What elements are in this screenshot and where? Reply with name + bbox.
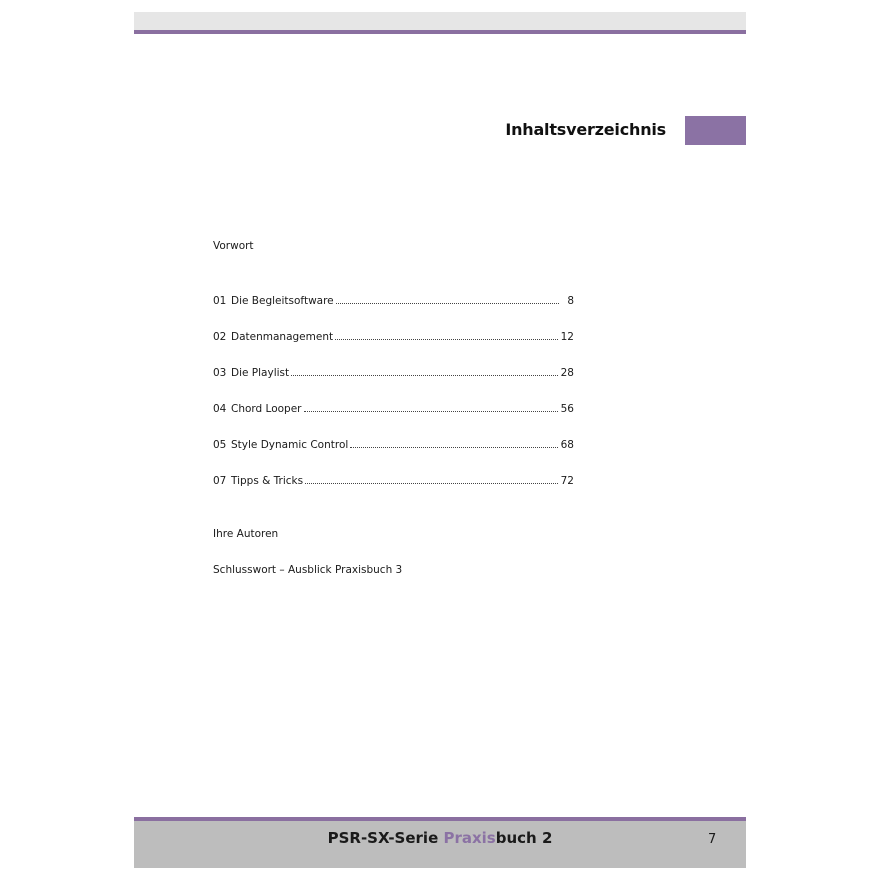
toc-entry: [213, 438, 574, 452]
page-number: 7: [708, 832, 717, 847]
toc-entry-title: Die Playlist: [231, 367, 290, 379]
toc-entry-page: 8: [567, 295, 574, 307]
toc-entry-title: Die Begleitsoftware: [231, 295, 334, 307]
toc-entry: [213, 474, 574, 488]
footer-title-accent: Praxis: [443, 829, 496, 847]
footer-title-suffix: buch 2: [495, 829, 553, 847]
toc-entry-page: 68: [560, 439, 574, 451]
toc-leader-dots: [350, 438, 557, 448]
toc-entry-page: 12: [560, 331, 574, 343]
toc-entry: [213, 294, 574, 308]
toc-entry: [213, 402, 574, 416]
toc-entry: [213, 330, 574, 344]
toc-entry-number: 01: [213, 295, 227, 307]
toc-leader-dots: [336, 294, 559, 304]
footer-book-title: [134, 829, 746, 847]
toc-leader-dots: [335, 330, 558, 340]
toc-entry-title: Tipps & Tricks: [231, 475, 304, 487]
toc-entry-number: 03: [213, 367, 227, 379]
footer-title-prefix: PSR-SX-Serie: [327, 829, 444, 847]
toc-authors: Ihre Autoren: [213, 528, 279, 540]
toc-entry-number: 07: [213, 475, 227, 487]
toc-entry-title: Datenmanagement: [231, 331, 334, 343]
toc-leader-dots: [305, 474, 558, 484]
title-accent-block: [685, 116, 746, 145]
toc-entry-title: Chord Looper: [231, 403, 302, 415]
toc-entry-page: 56: [560, 403, 574, 415]
header-accent-stripe: [134, 30, 746, 34]
toc-leader-dots: [291, 366, 558, 376]
toc-entry-number: 04: [213, 403, 227, 415]
toc-entry-number: 02: [213, 331, 227, 343]
toc-entry-page: 72: [560, 475, 574, 487]
page-title: Inhaltsverzeichnis: [505, 120, 666, 139]
toc-entry-page: 28: [560, 367, 574, 379]
toc-leader-dots: [304, 402, 558, 412]
toc-intro: Vorwort: [213, 240, 254, 252]
toc-entry-number: 05: [213, 439, 227, 451]
header-bar: [134, 12, 746, 31]
toc-entry-title: Style Dynamic Control: [231, 439, 349, 451]
toc-closing: Schlusswort – Ausblick Praxisbuch 3: [213, 564, 403, 576]
toc-entry: [213, 366, 574, 380]
